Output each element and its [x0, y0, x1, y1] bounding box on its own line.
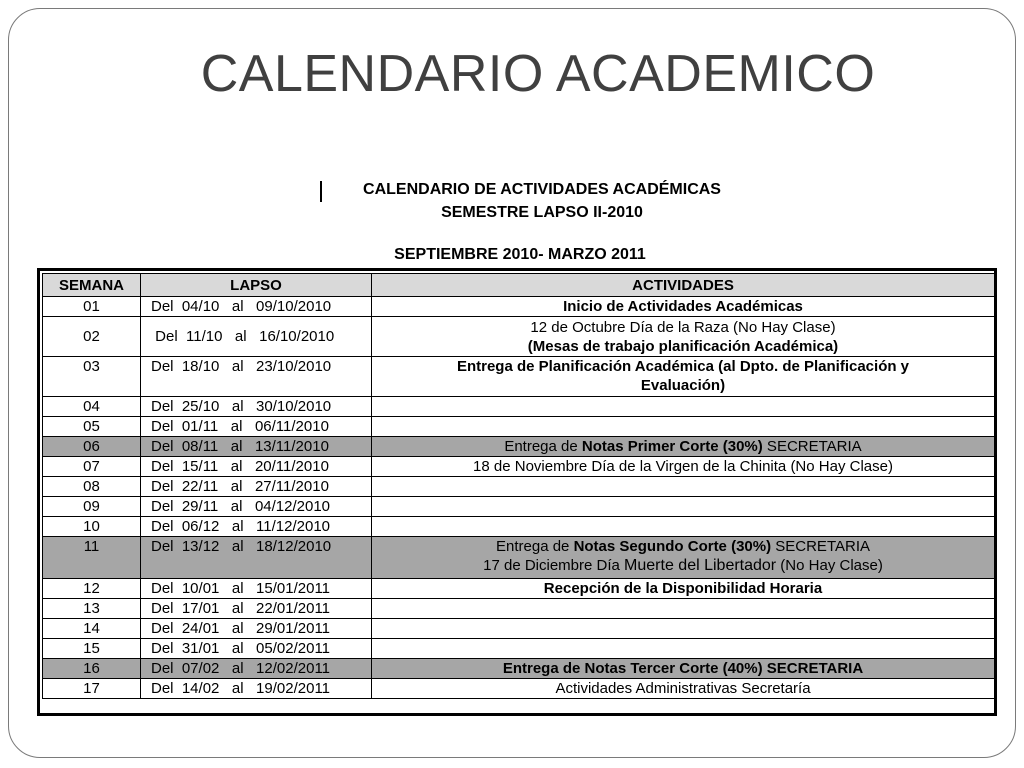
- cell-actividad: Inicio de Actividades Académicas: [372, 297, 995, 317]
- cell-semana: 04: [43, 397, 141, 417]
- cell-lapso: Del 24/01 al 29/01/2011: [141, 619, 372, 639]
- activity-suffix: (No Hay Clase): [776, 557, 883, 574]
- cell-actividad: [372, 497, 995, 517]
- cell-lapso: Del 14/02 al 19/02/2011: [141, 679, 372, 699]
- cell-actividad: [372, 397, 995, 417]
- cell-semana: 17: [43, 679, 141, 699]
- table-row: [43, 639, 995, 659]
- cell-lapso: Del 13/12 al 18/12/2010: [141, 537, 372, 579]
- cell-lapso: Del 25/10 al 30/10/2010: [141, 397, 372, 417]
- activity-line: Entrega de Planificación Académica (al Dpto. de Planificación y: [456, 358, 910, 375]
- calendar-table-wrap: [37, 268, 997, 716]
- cell-semana: 03: [43, 357, 141, 397]
- table-row: [43, 599, 995, 619]
- activity-prefix: Entrega de: [496, 538, 574, 555]
- cell-lapso: Del 31/01 al 05/02/2011: [141, 639, 372, 659]
- cell-semana: 09: [43, 497, 141, 517]
- cell-semana: 16: [43, 659, 141, 679]
- activity-line: Evaluación): [640, 377, 726, 394]
- cell-lapso: Del 29/11 al 04/12/2010: [141, 497, 372, 517]
- cell-semana: 02: [43, 317, 141, 357]
- table-row: [43, 579, 995, 599]
- cell-actividad: [372, 517, 995, 537]
- activity-suffix: SECRETARIA: [771, 538, 870, 555]
- cell-actividad: [372, 639, 995, 659]
- cell-actividad: 18 de Noviembre Día de la Virgen de la Chinita (No Hay Clase): [372, 457, 995, 477]
- cell-lapso: Del 15/11 al 20/11/2010: [141, 457, 372, 477]
- cell-semana: 15: [43, 639, 141, 659]
- cell-lapso: Del 07/02 al 12/02/2011: [141, 659, 372, 679]
- cell-semana: 13: [43, 599, 141, 619]
- table-row: [43, 537, 995, 579]
- table-row: [43, 357, 995, 397]
- cell-actividad: [372, 417, 995, 437]
- activity-prefix: Entrega de: [504, 438, 582, 455]
- cell-semana: 05: [43, 417, 141, 437]
- table-row: [43, 679, 995, 699]
- activity-line: [372, 537, 994, 556]
- cell-actividad: [372, 317, 995, 357]
- table-row: [43, 619, 995, 639]
- cell-lapso: Del 18/10 al 23/10/2010: [141, 357, 372, 397]
- cell-semana: 07: [43, 457, 141, 477]
- table-row: [43, 417, 995, 437]
- cell-actividad: Entrega de Notas Tercer Corte (40%) SECRETARIA: [372, 659, 995, 679]
- cell-lapso: Del 01/11 al 06/11/2010: [141, 417, 372, 437]
- cell-lapso: Del 10/01 al 15/01/2011: [141, 579, 372, 599]
- cell-actividad: Recepción de la Disponibilidad Horaria: [372, 579, 995, 599]
- cell-actividad: [372, 537, 995, 579]
- cell-semana: 06: [43, 437, 141, 457]
- table-row: [43, 477, 995, 497]
- document-subheading: SEMESTRE LAPSO II-2010: [441, 204, 643, 221]
- activity-suffix: SECRETARIA: [762, 438, 862, 455]
- table-row: [43, 437, 995, 457]
- activity-prefix: 17 de Diciembre Día: [483, 557, 625, 574]
- cell-semana: 08: [43, 477, 141, 497]
- cell-lapso: Del 22/11 al 27/11/2010: [141, 477, 372, 497]
- table-row: [43, 397, 995, 417]
- activity-line: [372, 556, 994, 575]
- calendar-table: [42, 273, 995, 699]
- cell-lapso: Del 08/11 al 13/11/2010: [141, 437, 372, 457]
- activity-emphasis: Muerte del Libertador: [624, 557, 777, 574]
- cell-actividad: [372, 599, 995, 619]
- activity-line: (Mesas de trabajo planificación Académica): [527, 337, 839, 355]
- cell-lapso: Del 06/12 al 11/12/2010: [141, 517, 372, 537]
- table-row: [43, 317, 995, 357]
- activity-emphasis: Notas Primer Corte (30%): [581, 438, 763, 455]
- cell-semana: 01: [43, 297, 141, 317]
- table-row: [43, 517, 995, 537]
- table-row: [43, 659, 995, 679]
- cell-lapso: Del 11/10 al 16/10/2010: [141, 317, 372, 357]
- cell-actividad: [372, 357, 995, 397]
- cell-semana: 11: [43, 537, 141, 579]
- cell-semana: 12: [43, 579, 141, 599]
- table-row: [43, 457, 995, 477]
- table-row: [43, 497, 995, 517]
- cell-lapso: Del 17/01 al 22/01/2011: [141, 599, 372, 619]
- cell-actividad: [372, 619, 995, 639]
- cell-lapso: Del 04/10 al 09/10/2010: [141, 297, 372, 317]
- header-actividades: ACTIVIDADES: [372, 274, 995, 297]
- document-period: SEPTIEMBRE 2010- MARZO 2011: [394, 246, 646, 263]
- table-row: [43, 297, 995, 317]
- header-lapso: LAPSO: [141, 274, 372, 297]
- header-semana: SEMANA: [43, 274, 141, 297]
- cell-actividad: Actividades Administrativas Secretaría: [372, 679, 995, 699]
- cell-semana: 10: [43, 517, 141, 537]
- document-heading: CALENDARIO DE ACTIVIDADES ACADÉMICAS: [363, 181, 721, 198]
- activity-emphasis: Notas Segundo Corte (30%): [573, 538, 772, 555]
- activity-line: 12 de Octubre Día de la Raza (No Hay Clase): [530, 318, 836, 336]
- cell-actividad: [372, 477, 995, 497]
- cell-semana: 14: [43, 619, 141, 639]
- cell-actividad: [372, 437, 995, 457]
- table-header-row: [43, 274, 995, 297]
- slide-title: CALENDARIO ACADEMICO: [200, 45, 876, 103]
